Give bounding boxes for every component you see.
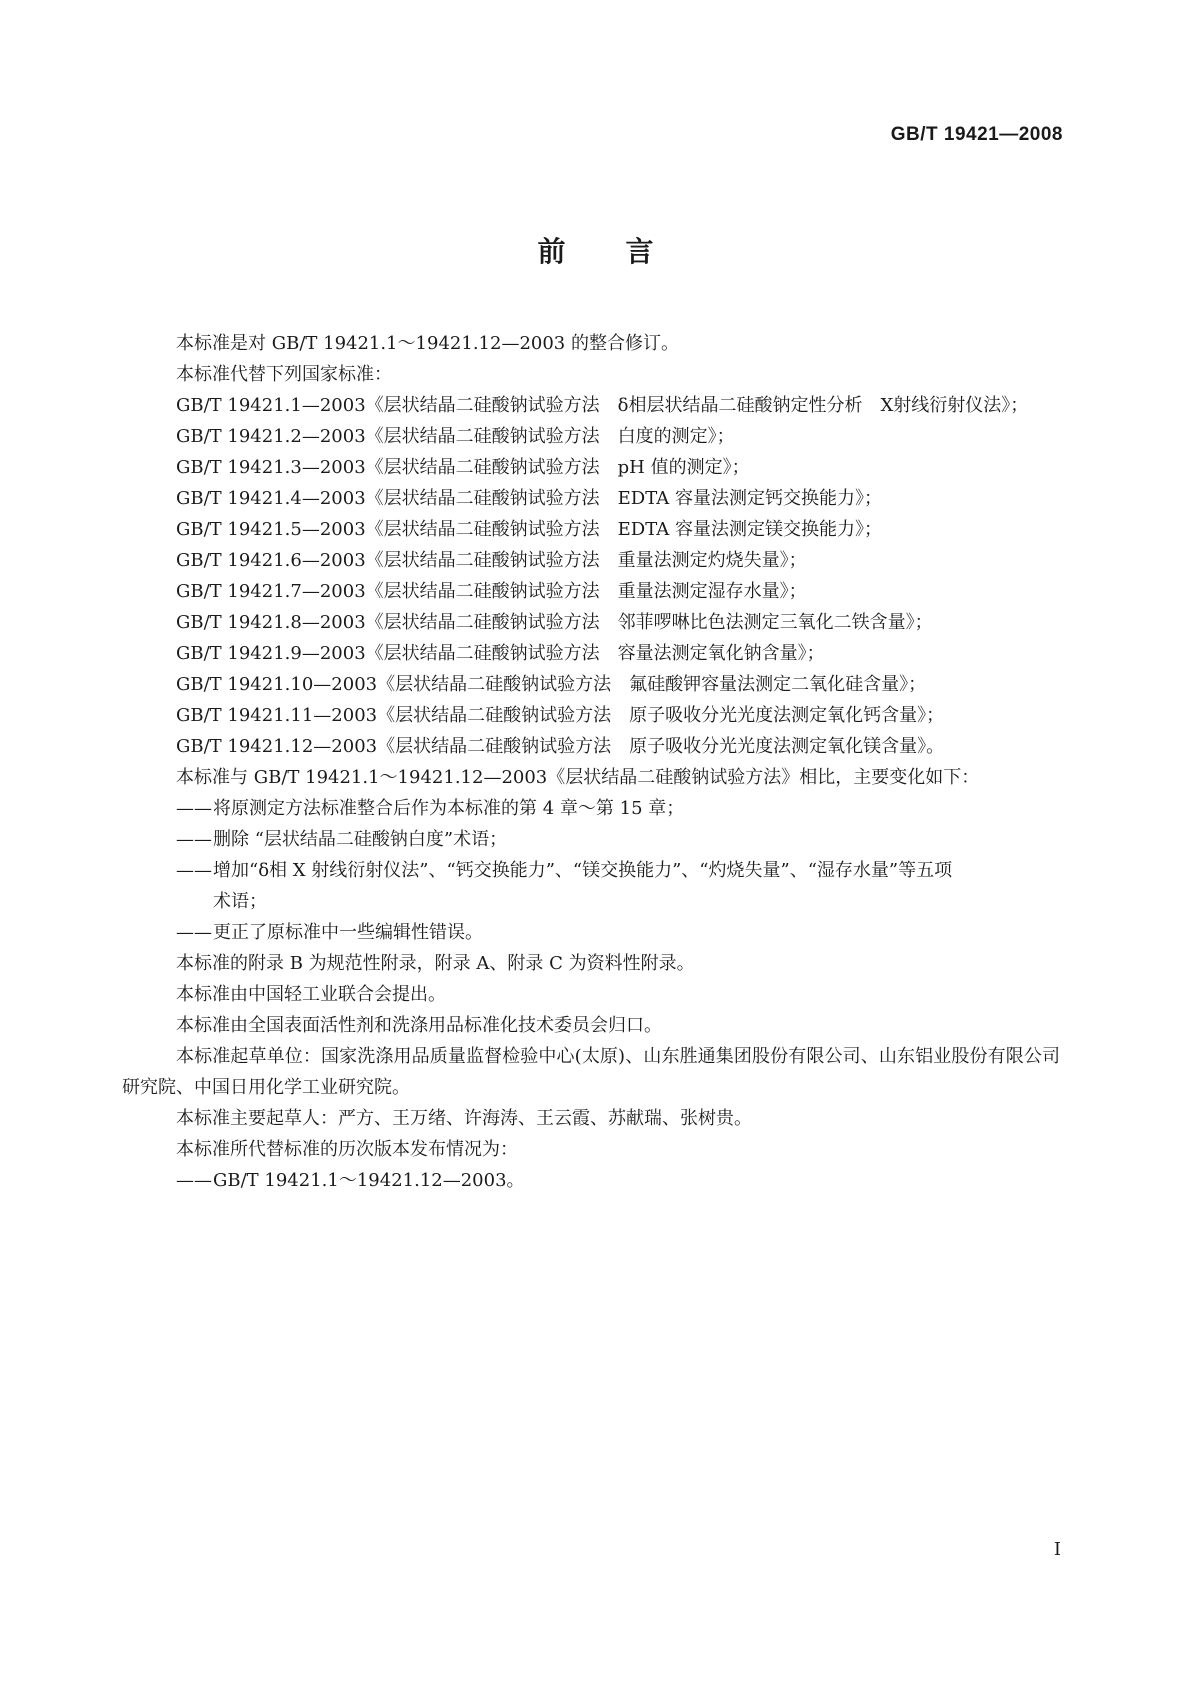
history-item — [122, 1165, 1060, 1196]
page-number: I — [1053, 1539, 1061, 1560]
paragraph-intro: 本标准是对 GB/T 19421.1～19421.12—2003 的整合修订。 — [176, 333, 679, 354]
replaced-standard-8: GB/T 19421.8—2003《层状结晶二硅酸钠试验方法 邻菲啰啉比色法测定三氧化二铁含量》； — [176, 612, 933, 633]
replaced-standard-4: GB/T 19421.4—2003《层状结晶二硅酸钠试验方法 EDTA 容量法测定钙交换能力》； — [176, 488, 882, 509]
paragraph-changes-intro: 本标准与 GB/T 19421.1～19421.12—2003《层状结晶二硅酸钠试验方法》相比，主要变化如下： — [176, 767, 980, 788]
change-text-continued: 术语； — [213, 891, 267, 912]
paragraph-drafters: 本标准主要起草人：严方、王万绪、许海涛、王云霞、苏献瑞、张树贵。 — [176, 1108, 752, 1129]
paragraph-managed-by: 本标准由全国表面活性剂和洗涤用品标准化技术委员会归口。 — [176, 1015, 662, 1036]
dash-mark: —— — [176, 829, 212, 850]
replaced-standard-10: GB/T 19421.10—2003《层状结晶二硅酸钠试验方法 氟硅酸钾容量法测定二氧化硅含量》； — [176, 674, 927, 695]
change-item — [122, 793, 1060, 824]
history-text: GB/T 19421.1～19421.12—2003。 — [213, 1170, 525, 1191]
standard-code: GB/T 19421—2008 — [890, 124, 1063, 145]
paragraph-drafting-units: 本标准起草单位：国家洗涤用品质量监督检验中心(太原)、山东胜通集团股份有限公司、山东铝业股份有限公司研究院、中国日用化学工业研究院。 — [122, 1046, 1060, 1098]
page-title: 前言 — [537, 235, 714, 268]
document-body — [122, 328, 1060, 1196]
change-text: 删除 “层状结晶二硅酸钠白度”术语； — [213, 829, 508, 850]
dash-mark: —— — [176, 798, 212, 819]
change-text: 将原测定方法标准整合后作为本标准的第 4 章～第 15 章； — [213, 798, 685, 819]
replaced-standard-7: GB/T 19421.7—2003《层状结晶二硅酸钠试验方法 重量法测定湿存水量》； — [176, 581, 807, 602]
replaced-standard-3: GB/T 19421.3—2003《层状结晶二硅酸钠试验方法 pH 值的测定》； — [176, 457, 750, 478]
change-text: 更正了原标准中一些编辑性错误。 — [213, 922, 483, 943]
paragraph-history-intro: 本标准所代替标准的历次版本发布情况为： — [176, 1139, 518, 1160]
replaced-standard-6: GB/T 19421.6—2003《层状结晶二硅酸钠试验方法 重量法测定灼烧失量》； — [176, 550, 807, 571]
paragraph-replaces: 本标准代替下列国家标准： — [176, 364, 392, 385]
paragraph-proposed-by: 本标准由中国轻工业联合会提出。 — [176, 984, 446, 1005]
change-item — [122, 917, 1060, 948]
change-item — [122, 855, 1060, 917]
dash-mark: —— — [176, 1170, 212, 1191]
replaced-standard-1: GB/T 19421.1—2003《层状结晶二硅酸钠试验方法 δ相层状结晶二硅酸钠定性分析 X射线衍射仪法》； — [176, 395, 1029, 416]
change-item — [122, 824, 1060, 855]
replaced-standard-12: GB/T 19421.12—2003《层状结晶二硅酸钠试验方法 原子吸收分光光度法测定氧化镁含量》。 — [176, 736, 945, 757]
dash-mark: —— — [176, 922, 212, 943]
dash-mark: —— — [176, 860, 212, 881]
replaced-standard-5: GB/T 19421.5—2003《层状结晶二硅酸钠试验方法 EDTA 容量法测定镁交换能力》； — [176, 519, 882, 540]
replaced-standard-11: GB/T 19421.11—2003《层状结晶二硅酸钠试验方法 原子吸收分光光度法测定氧化钙含量》； — [176, 705, 945, 726]
replaced-standard-2: GB/T 19421.2—2003《层状结晶二硅酸钠试验方法 白度的测定》； — [176, 426, 735, 447]
replaced-standard-9: GB/T 19421.9—2003《层状结晶二硅酸钠试验方法 容量法测定氧化钠含量》； — [176, 643, 825, 664]
paragraph-annex: 本标准的附录 B 为规范性附录，附录 A、附录 C 为资料性附录。 — [176, 953, 695, 974]
change-text: 增加“δ相 X 射线衍射仪法”、“钙交换能力”、“镁交换能力”、“灼烧失量”、“湿存水量”等五项 — [213, 860, 953, 881]
